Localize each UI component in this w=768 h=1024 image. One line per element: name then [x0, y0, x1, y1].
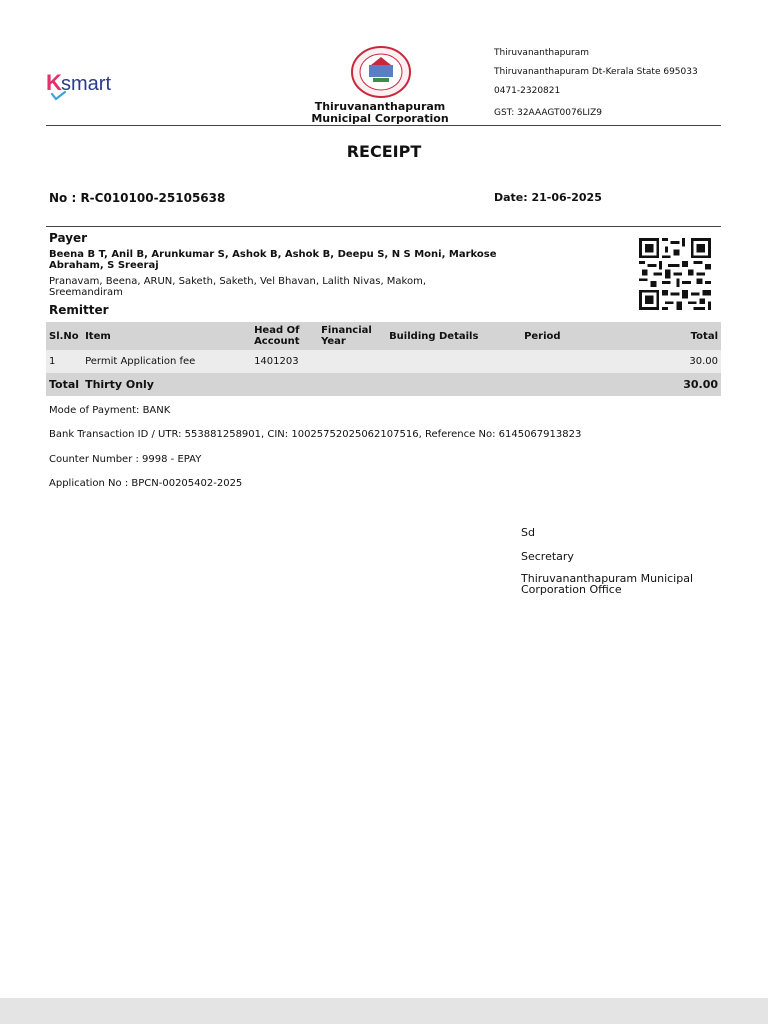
col-slno: Sl.No	[46, 322, 82, 350]
total-amount: 30.00	[637, 373, 721, 396]
address-district: Thiruvananthapuram Dt-Kerala State 695033	[494, 67, 698, 77]
page-footer-band	[0, 998, 768, 1024]
corporation-name: Thiruvananthapuram Municipal Corporation	[311, 100, 449, 125]
col-head-of-account: Head Of Account	[251, 322, 318, 350]
cell-period	[521, 350, 637, 373]
col-period: Period	[521, 322, 637, 350]
receipt-title: RECEIPT	[346, 142, 422, 161]
application-number: Application No : BPCN-00205402-2025	[49, 478, 243, 489]
counter-number: Counter Number : 9998 - EPAY	[49, 454, 202, 465]
payer-address: Pranavam, Beena, ARUN, Saketh, Saketh, Vel Bhavan, Lalith Nivas, Makom, Sreemandiram	[49, 276, 427, 298]
cell-head: 1401203	[251, 350, 318, 373]
total-in-words: Thirty Only	[82, 373, 637, 396]
address-city: Thiruvananthapuram	[494, 48, 590, 58]
cell-slno: 1	[46, 350, 82, 373]
table-row	[46, 350, 721, 373]
signature-designation: Secretary	[521, 550, 574, 563]
qr-code-icon	[637, 238, 713, 310]
cell-item: Permit Application fee	[82, 350, 251, 373]
payer-heading: Payer	[49, 231, 88, 245]
col-building-details: Building Details	[386, 322, 521, 350]
table-header-row	[46, 322, 721, 350]
header-divider	[46, 125, 721, 126]
logo-k: K	[46, 70, 62, 95]
logo-smart: smart	[61, 73, 111, 95]
payer-names: Beena B T, Anil B, Arunkumar S, Ashok B, Ashok B, Deepu S, N S Moni, Markose Abraham, S Sreeraj	[49, 249, 497, 271]
receipt-number: No : R-C010100-25105638	[49, 191, 226, 205]
ksmart-logo	[46, 64, 136, 104]
info-divider	[46, 226, 721, 227]
bank-transaction: Bank Transaction ID / UTR: 553881258901, CIN: 10025752025062107516, Reference No: 6145067913823	[49, 429, 582, 440]
col-total: Total	[637, 322, 721, 350]
total-row	[46, 373, 721, 396]
address-phone: 0471-2320821	[494, 86, 561, 96]
cell-year	[318, 350, 386, 373]
remitter-heading: Remitter	[49, 303, 109, 317]
address-gst: GST: 32AAAGT0076LIZ9	[494, 108, 602, 118]
total-label: Total	[46, 373, 82, 396]
cell-building	[386, 350, 521, 373]
col-item: Item	[82, 322, 251, 350]
signature-office: Thiruvananthapuram Municipal Corporation Office	[521, 572, 694, 596]
col-financial-year: Financial Year	[318, 322, 386, 350]
mode-of-payment: Mode of Payment: BANK	[49, 405, 171, 416]
signature-sd: Sd	[521, 526, 535, 539]
fee-table	[46, 322, 721, 396]
cell-total: 30.00	[637, 350, 721, 373]
corporation-seal-icon	[350, 45, 412, 99]
receipt-date: Date: 21-06-2025	[494, 191, 602, 204]
